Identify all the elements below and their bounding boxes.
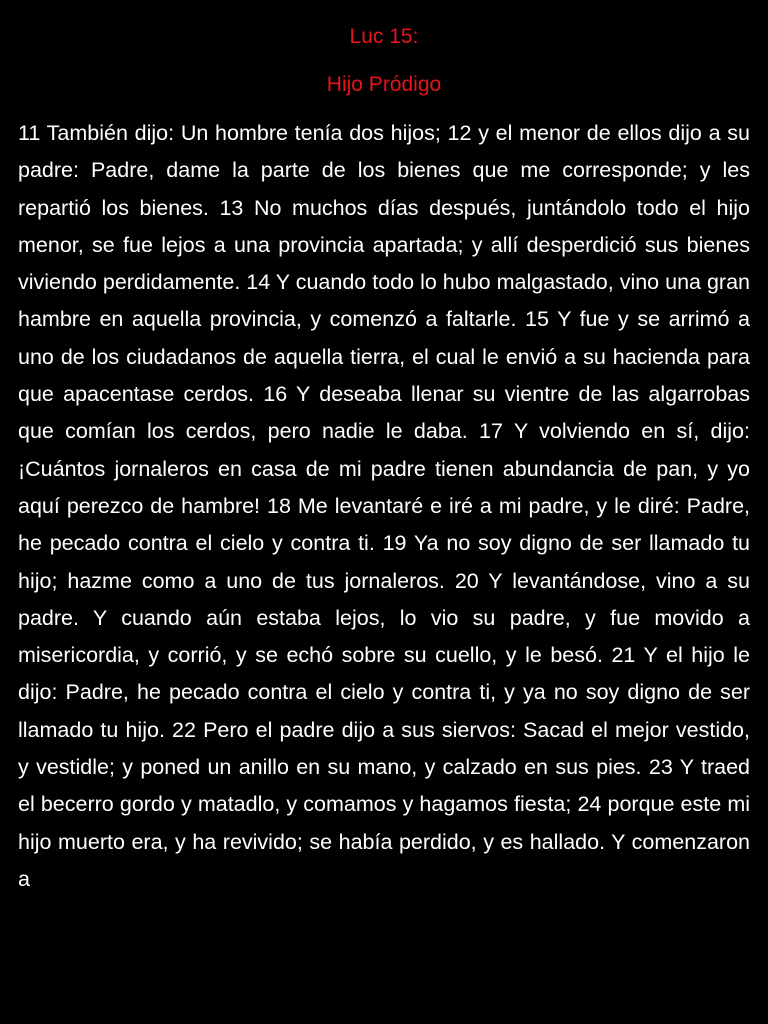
scripture-text: 11 También dijo: Un hombre tenía dos hijos; 12 y el menor de ellos dijo a su padre: Padre, dame la parte de los bienes que me corresponde; y les repartió los bienes. 13 No muchos días después, juntándolo todo el hijo menor, se fue lejos a una provincia apartada; y allí desperdició sus bienes viviendo perdidamente. 14 Y cuando todo lo hubo malgastado, vino una gran hambre en aquella provincia, y comenzó a faltarle. 15 Y fue y se arrimó a uno de los ciudadanos de aquella tierra, el cual le envió a su hacienda para que apacentase cerdos. 16 Y deseaba llenar su vientre de las algarrobas que comían los cerdos, pero nadie le daba. 17 Y volviendo en sí, dijo: ¡Cuántos jornaleros en casa de mi padre tienen abundancia de pan, y yo aquí perezco de hambre! 18 Me levantaré e iré a mi padre, y le diré: Padre, he pecado contra el cielo y contra ti. 19 Ya no soy digno de ser llamado tu hijo; hazme como a uno de tus jornaleros. 20 Y levantándose, vino a su padre. Y cuando aún estaba lejos, lo vio su padre, y fue movido a misericordia, y corrió, y se echó sobre su cuello, y le besó. 21 Y el hijo le dijo: Padre, he pecado contra el cielo y contra ti, y ya no soy digno de ser llamado tu hijo. 22 Pero el padre dijo a sus siervos: Sacad el mejor vestido, y vestidle; y poned un anillo en su mano, y calzado en sus pies. 23 Y traed el becerro gordo y matadlo, y comamos y hagamos fiesta; 24 porque este mi hijo muerto era, y ha revivido; se había perdido, y es hallado. Y comenzaron a <box>18 121 750 891</box>
slide-subtitle: Hijo Pródigo <box>326 73 442 96</box>
slide-title: Luc 15: <box>349 25 419 48</box>
